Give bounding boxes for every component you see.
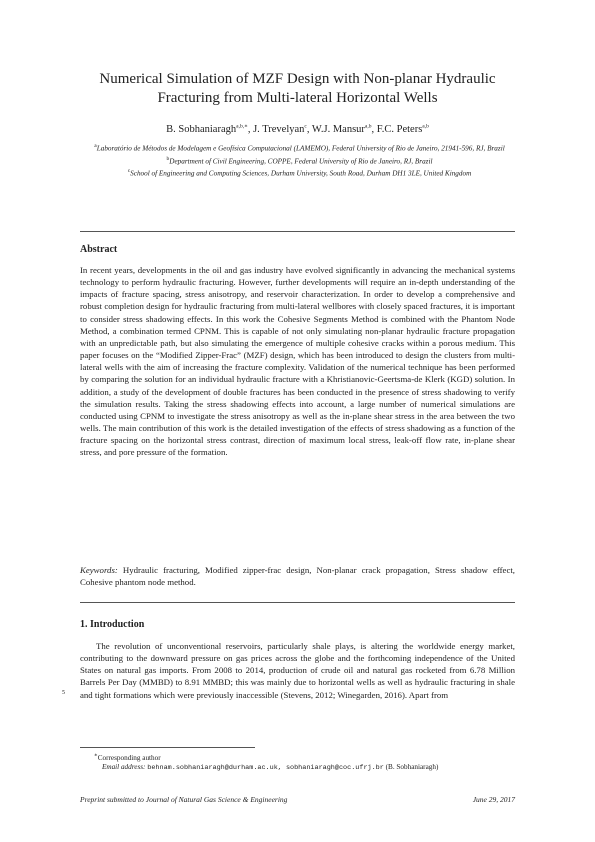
author: B. Sobhaniaragh$^{a,b,∗}$, (166, 123, 254, 135)
line-number: 5 (62, 690, 65, 696)
author-list (60, 119, 535, 137)
footer-date: June 29, 2017 (472, 795, 515, 804)
keywords (80, 564, 515, 588)
abstract-heading: Abstract (80, 244, 118, 255)
title-line-1: Numerical Simulation of MZF Design with Non-planar Hydraulic (99, 71, 496, 87)
author: W.J. Mansur$^{a,b}$, (311, 123, 377, 135)
affiliation: $^c$School of Engineering and Computing Sciences, Durham University, South Road, Durham DH1 3LE, United Kingdom (127, 168, 472, 178)
author: J. Trevelyan$^c$, (253, 123, 312, 135)
introduction-text: The revolution of unconventional reservoirs, particularly shale plays, is altering the worldwide energy market, contributing to the downward pressure on gas prices across the globe and the forthcoming independence of the United States on natural gas imports. From 2008 to 2014, production of crude oil and natural gas rocketed from 6.78 Million Barrels Per Day (MMBD) to 8.91 MMBD; this was mainly due to horizontal wells as well as hydraulic fracturing in shale and tight formations which were previously inaccessible (Stevens, 2012; Winegarden, 2016). Apart from (80, 641, 515, 700)
title-line-2: Fracturing from Multi-lateral Horizontal Wells (157, 90, 438, 106)
email-label: Email address: (102, 763, 146, 771)
affiliation-list (92, 141, 507, 179)
paper-title (60, 70, 535, 108)
abstract-top-rule (80, 231, 515, 232)
affiliation: $^b$Department of Civil Engineering, COPPE, Federal University of Rio de Janeiro, RJ, Brazil (166, 155, 433, 165)
abstract-text: In recent years, developments in the oil and gas industry have evolved significantly in advancing the mechanical systems technology to perform hydraulic fracturing. However, further developments will require an in-depth understanding of the impacts of fracture spacing, stress anisotropy, and reservoir characterization. In order to develop a comprehensive and robust completion design for hydraulic fracturing from multi-lateral wellbores with closely spaced fractures, it is important to consider stress shadowing effects. In this work the Cohesive Segments Method is combined with the Phantom Node Method, a combination termed CPNM. This is capable of not only simulating non-planar hydraulic fracture propagation with an unpredictable path, but also simulating the emergence of multiple cohesive cracks within a porous medium. This paper focuses on the “Modified Zipper-Frac” (MZF) design, which has been introduced to design the clusters from multi-lateral wells with the aim of increasing the fracture complexity. Validation of the numerical technique has been performed by comparing the solution for an individual hydraulic fracture with a Khristianovic-Geertsma-de Klerk (KGD) solution. In addition, a study of the development of double fractures has been conducted in the presence of stress shadowing to verify the simulation results. Taking the stress shadowing effects into account, a large number of numerical simulations are conducted using CPNM to investigate the stress anisotropy as well as the in-plane shear stress in the area between the two wells. The main contribution of this work is the detailed investigation of the effects of stress shadowing as a function of the fracture spacing on the horizontal stress contrast, direction of maximum local stress, leak-off flow rate, in-plane shear stress, and pore pressure of the formation. (80, 265, 515, 458)
email-owner: (B. Sobhaniaragh) (385, 763, 439, 771)
affiliation: $^a$Laboratório de Métodos de Modelagem e Geofísica Computacional (LAMEMO), Federal University of Rio de Janeiro, 21941-596, RJ, Brazil (94, 143, 505, 153)
abstract-bottom-rule (80, 602, 515, 603)
email-addresses: behnam.sobhaniaragh@durham.ac.uk, sobhaniaragh@coc.ufrj.br (147, 764, 384, 772)
keywords-text: Hydraulic fracturing, Modified zipper-frac design, Non-planar crack propagation, Stress shadow effect, Cohesive phantom node method. (80, 565, 516, 588)
author: F.C. Peters$^{a,b}$ (376, 123, 429, 135)
footnote-email (80, 762, 515, 773)
keywords-label: Keywords: (80, 565, 118, 575)
footer-journal: Preprint submitted to Journal of Natural Gas Science & Engineering (80, 795, 288, 804)
footnote-corresponding: ∗Corresponding author (94, 753, 161, 763)
section-heading-introduction: 1. Introduction (80, 619, 145, 630)
footnote-rule (80, 747, 255, 748)
